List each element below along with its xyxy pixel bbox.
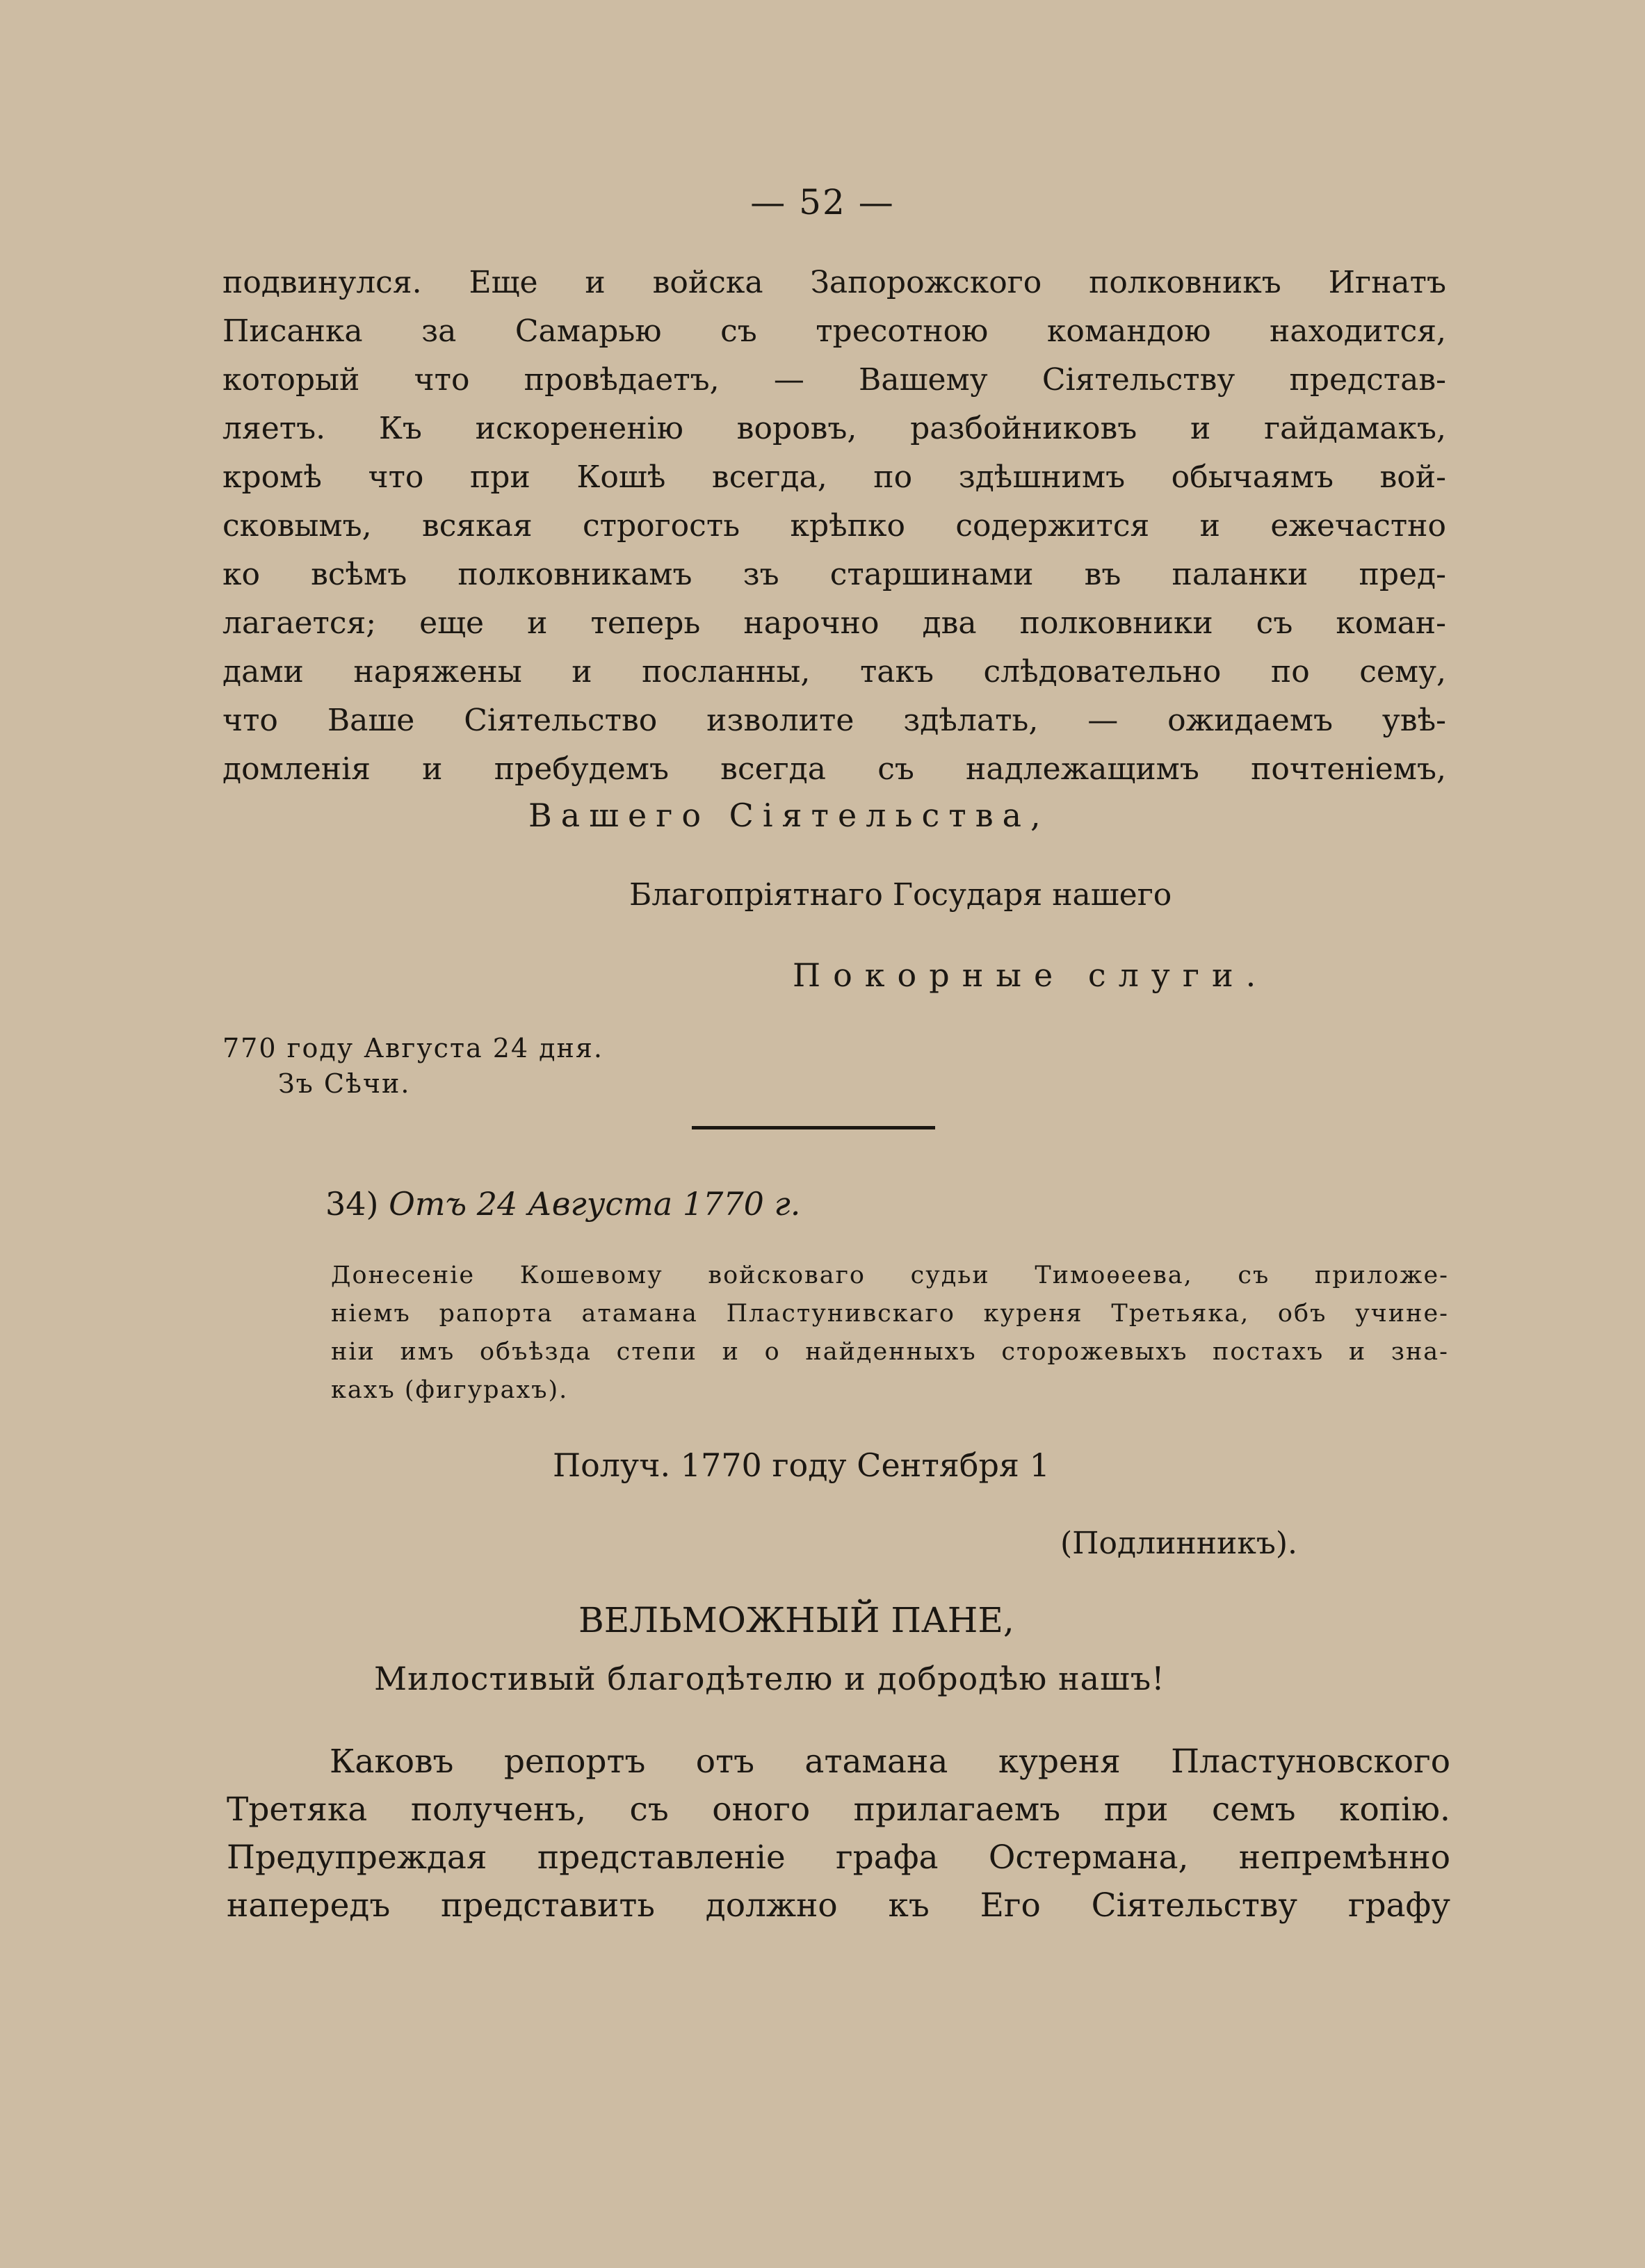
text-line: Предупреждая представленіе графа Остермана, непремѣнно bbox=[227, 1838, 1450, 1877]
document-number: 34) bbox=[325, 1185, 379, 1223]
letter-place: Зъ Сѣчи. bbox=[278, 1068, 411, 1099]
summary-line: ніемъ рапорта атамана Пластунивскаго куреня Третьяка, объ учине- bbox=[331, 1300, 1449, 1328]
letter-line: что Ваше Сіятельство изволите здѣлать, — ожидаемъ увѣ- bbox=[222, 703, 1446, 738]
summary-line: кахъ (фигурахъ). bbox=[331, 1376, 569, 1404]
letter-line: дами наряжены и посланны, такъ слѣдовательно по сему, bbox=[222, 654, 1446, 690]
letter-line: ляетъ. Къ искорененію воровъ, разбойниковъ и гайдамакъ, bbox=[222, 411, 1446, 446]
document-date-heading: Отъ 24 Августа 1770 г. bbox=[389, 1185, 801, 1223]
letter-body bbox=[222, 259, 1446, 794]
page-number: — 52 — bbox=[750, 182, 895, 222]
text-line: Каковъ репортъ отъ атамана куреня Пластуновского bbox=[330, 1743, 1450, 1781]
letter-line: домленія и пребудемъ всегда съ надлежащимъ почтеніемъ, bbox=[222, 751, 1446, 787]
letter-line: лагается; еще и теперь нарочно два полковники съ коман- bbox=[222, 605, 1446, 641]
salutation: ВЕЛЬМОЖНЫЙ ПАНЕ, bbox=[578, 1600, 1014, 1640]
closing-line-3: Покорные слуги. bbox=[793, 956, 1269, 994]
letter-date: 770 году Августа 24 дня. bbox=[222, 1033, 603, 1063]
text-line: напередъ представить должно къ Его Сіятельству графу bbox=[227, 1886, 1450, 1925]
document-summary bbox=[331, 1257, 1449, 1410]
letter-line: ко всѣмъ полковникамъ зъ старшинами въ паланки пред- bbox=[222, 557, 1446, 592]
source-note: (Подлинникъ). bbox=[1060, 1526, 1298, 1561]
summary-line: Донесеніе Кошевому войсковаго судьи Тимоѳеева, съ приложе- bbox=[331, 1262, 1449, 1289]
letter-line: который что провѣдаетъ, — Вашему Сіятельству представ- bbox=[222, 362, 1446, 398]
letter-line: кромѣ что при Кошѣ всегда, по здѣшнимъ обычаямъ вой- bbox=[222, 459, 1446, 495]
address-line: Милостивый благодѣтелю и добродѣю нашъ! bbox=[374, 1660, 1165, 1697]
document-text bbox=[227, 1738, 1450, 1930]
summary-line: ніи имъ объѣзда степи и о найденныхъ сторожевыхъ постахъ и зна- bbox=[331, 1338, 1449, 1366]
letter-line: сковымъ, всякая строгость крѣпко содержится и ежечастно bbox=[222, 508, 1446, 544]
section-divider bbox=[692, 1126, 935, 1129]
letter-line: подвинулся. Еще и войска Запорожского полковникъ Игнатъ bbox=[222, 265, 1446, 300]
closing-line-1: Вашего Сіятельства, bbox=[528, 797, 1050, 834]
received-note: Получ. 1770 году Сентября 1 bbox=[553, 1446, 1050, 1484]
document-heading bbox=[325, 1185, 800, 1223]
text-line: Третяка полученъ, съ оного прилагаемъ при семъ копію. bbox=[227, 1790, 1450, 1829]
closing-line-2: Благопріятнаго Государя нашего bbox=[629, 877, 1172, 913]
letter-line: Писанка за Самарью съ тресотною командою находится, bbox=[222, 313, 1446, 349]
